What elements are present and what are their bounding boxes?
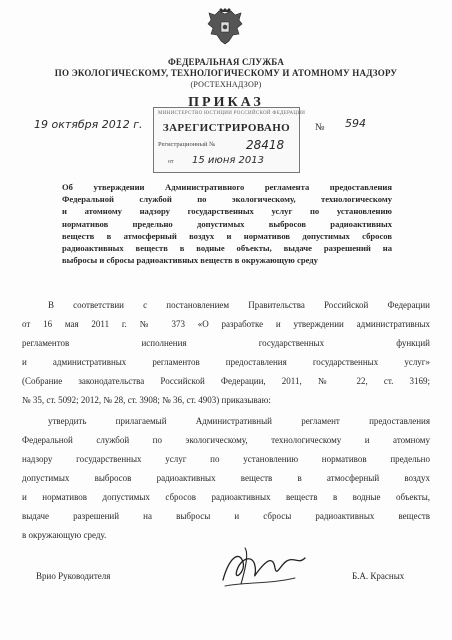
stamp-ministry-line: МИНИСТЕРСТВО ЮСТИЦИИ РОССИЙСКОЙ ФЕДЕРАЦИИ — [158, 111, 306, 116]
item-line: и нормативов допустимых сбросов радиоактивных веществ в водные объекты, — [22, 492, 430, 502]
subject-line: и атомному надзору государственных услуг по установлению — [62, 206, 392, 217]
body-line: В соответствии с постановлением Правительства Российской Федерации — [48, 300, 430, 310]
stamp-registered-label: ЗАРЕГИСТРИРОВАНО — [162, 122, 291, 134]
body-line: регламентов исполнения государственных функций — [22, 338, 430, 348]
item-line: выдаче разрешений на выбросы и сбросы радиоактивных веществ — [22, 511, 430, 521]
stamp-reg-number: 28418 — [246, 138, 285, 152]
item-line: надзору государственных услуг по установлению нормативов предельно — [22, 454, 430, 464]
coat-of-arms-emblem — [205, 8, 245, 48]
agency-name-line1: ФЕДЕРАЛЬНАЯ СЛУЖБА — [167, 57, 285, 67]
order-number-label: № — [315, 122, 325, 133]
document-type-title: ПРИКАЗ — [188, 95, 264, 110]
order-subject — [62, 181, 392, 266]
signatory-name: Б.А. Красных — [352, 571, 405, 581]
body-line: и административных регламентов предоставления государственных услуг» — [22, 357, 430, 367]
registration-stamp — [153, 107, 306, 173]
order-number: 594 — [345, 117, 366, 130]
subject-line: радиоактивных веществ в водные объекты, выдаче разрешений на — [62, 243, 392, 254]
handwritten-signature — [215, 540, 310, 592]
subject-line: нормативов предельно допустимых выбросов радиоактивных — [62, 218, 392, 229]
item-line: Федеральной службой по экологическому, технологическому и атомному — [22, 435, 430, 445]
body-line: № 35, ст. 5092; 2012, № 28, ст. 3908; № 36, ст. 4903) приказываю: — [22, 395, 271, 405]
item-line: утвердить прилагаемый Административный регламент предоставления — [48, 416, 430, 426]
body-line: от 16 мая 2011 г. № 373 «О разработке и утверждении административных — [22, 319, 430, 329]
stamp-date-prefix: от — [168, 159, 174, 165]
item-line: в окружающую среду. — [22, 530, 107, 540]
item-line: допустимых выбросов радиоактивных веществ в атмосферный воздух — [22, 473, 430, 483]
agency-abbreviation: (РОСТЕХНАДЗОР) — [190, 80, 262, 89]
order-date: 19 октября 2012 г. — [34, 118, 143, 131]
agency-name-line2: ПО ЭКОЛОГИЧЕСКОМУ, ТЕХНОЛОГИЧЕСКОМУ И АТОМНОМУ НАДЗОРУ — [54, 68, 398, 78]
subject-line: выбросы и сбросы радиоактивных веществ в окружающую среду — [62, 255, 318, 266]
signatory-position: Врио Руководителя — [36, 571, 111, 581]
stamp-date: 15 июня 2013 — [192, 155, 265, 166]
subject-line: Федеральной службой по экологическому, технологическому — [62, 194, 392, 205]
stamp-reg-number-label: Регистрационный № — [158, 141, 216, 148]
subject-line: Об утверждении Административного регламента предоставления — [62, 182, 392, 192]
body-line: (Собрание законодательства Российской Федерации, 2011, № 22, ст. 3169; — [22, 376, 430, 386]
subject-line: веществ в атмосферный воздух и нормативов допустимых сбросов — [62, 230, 392, 241]
